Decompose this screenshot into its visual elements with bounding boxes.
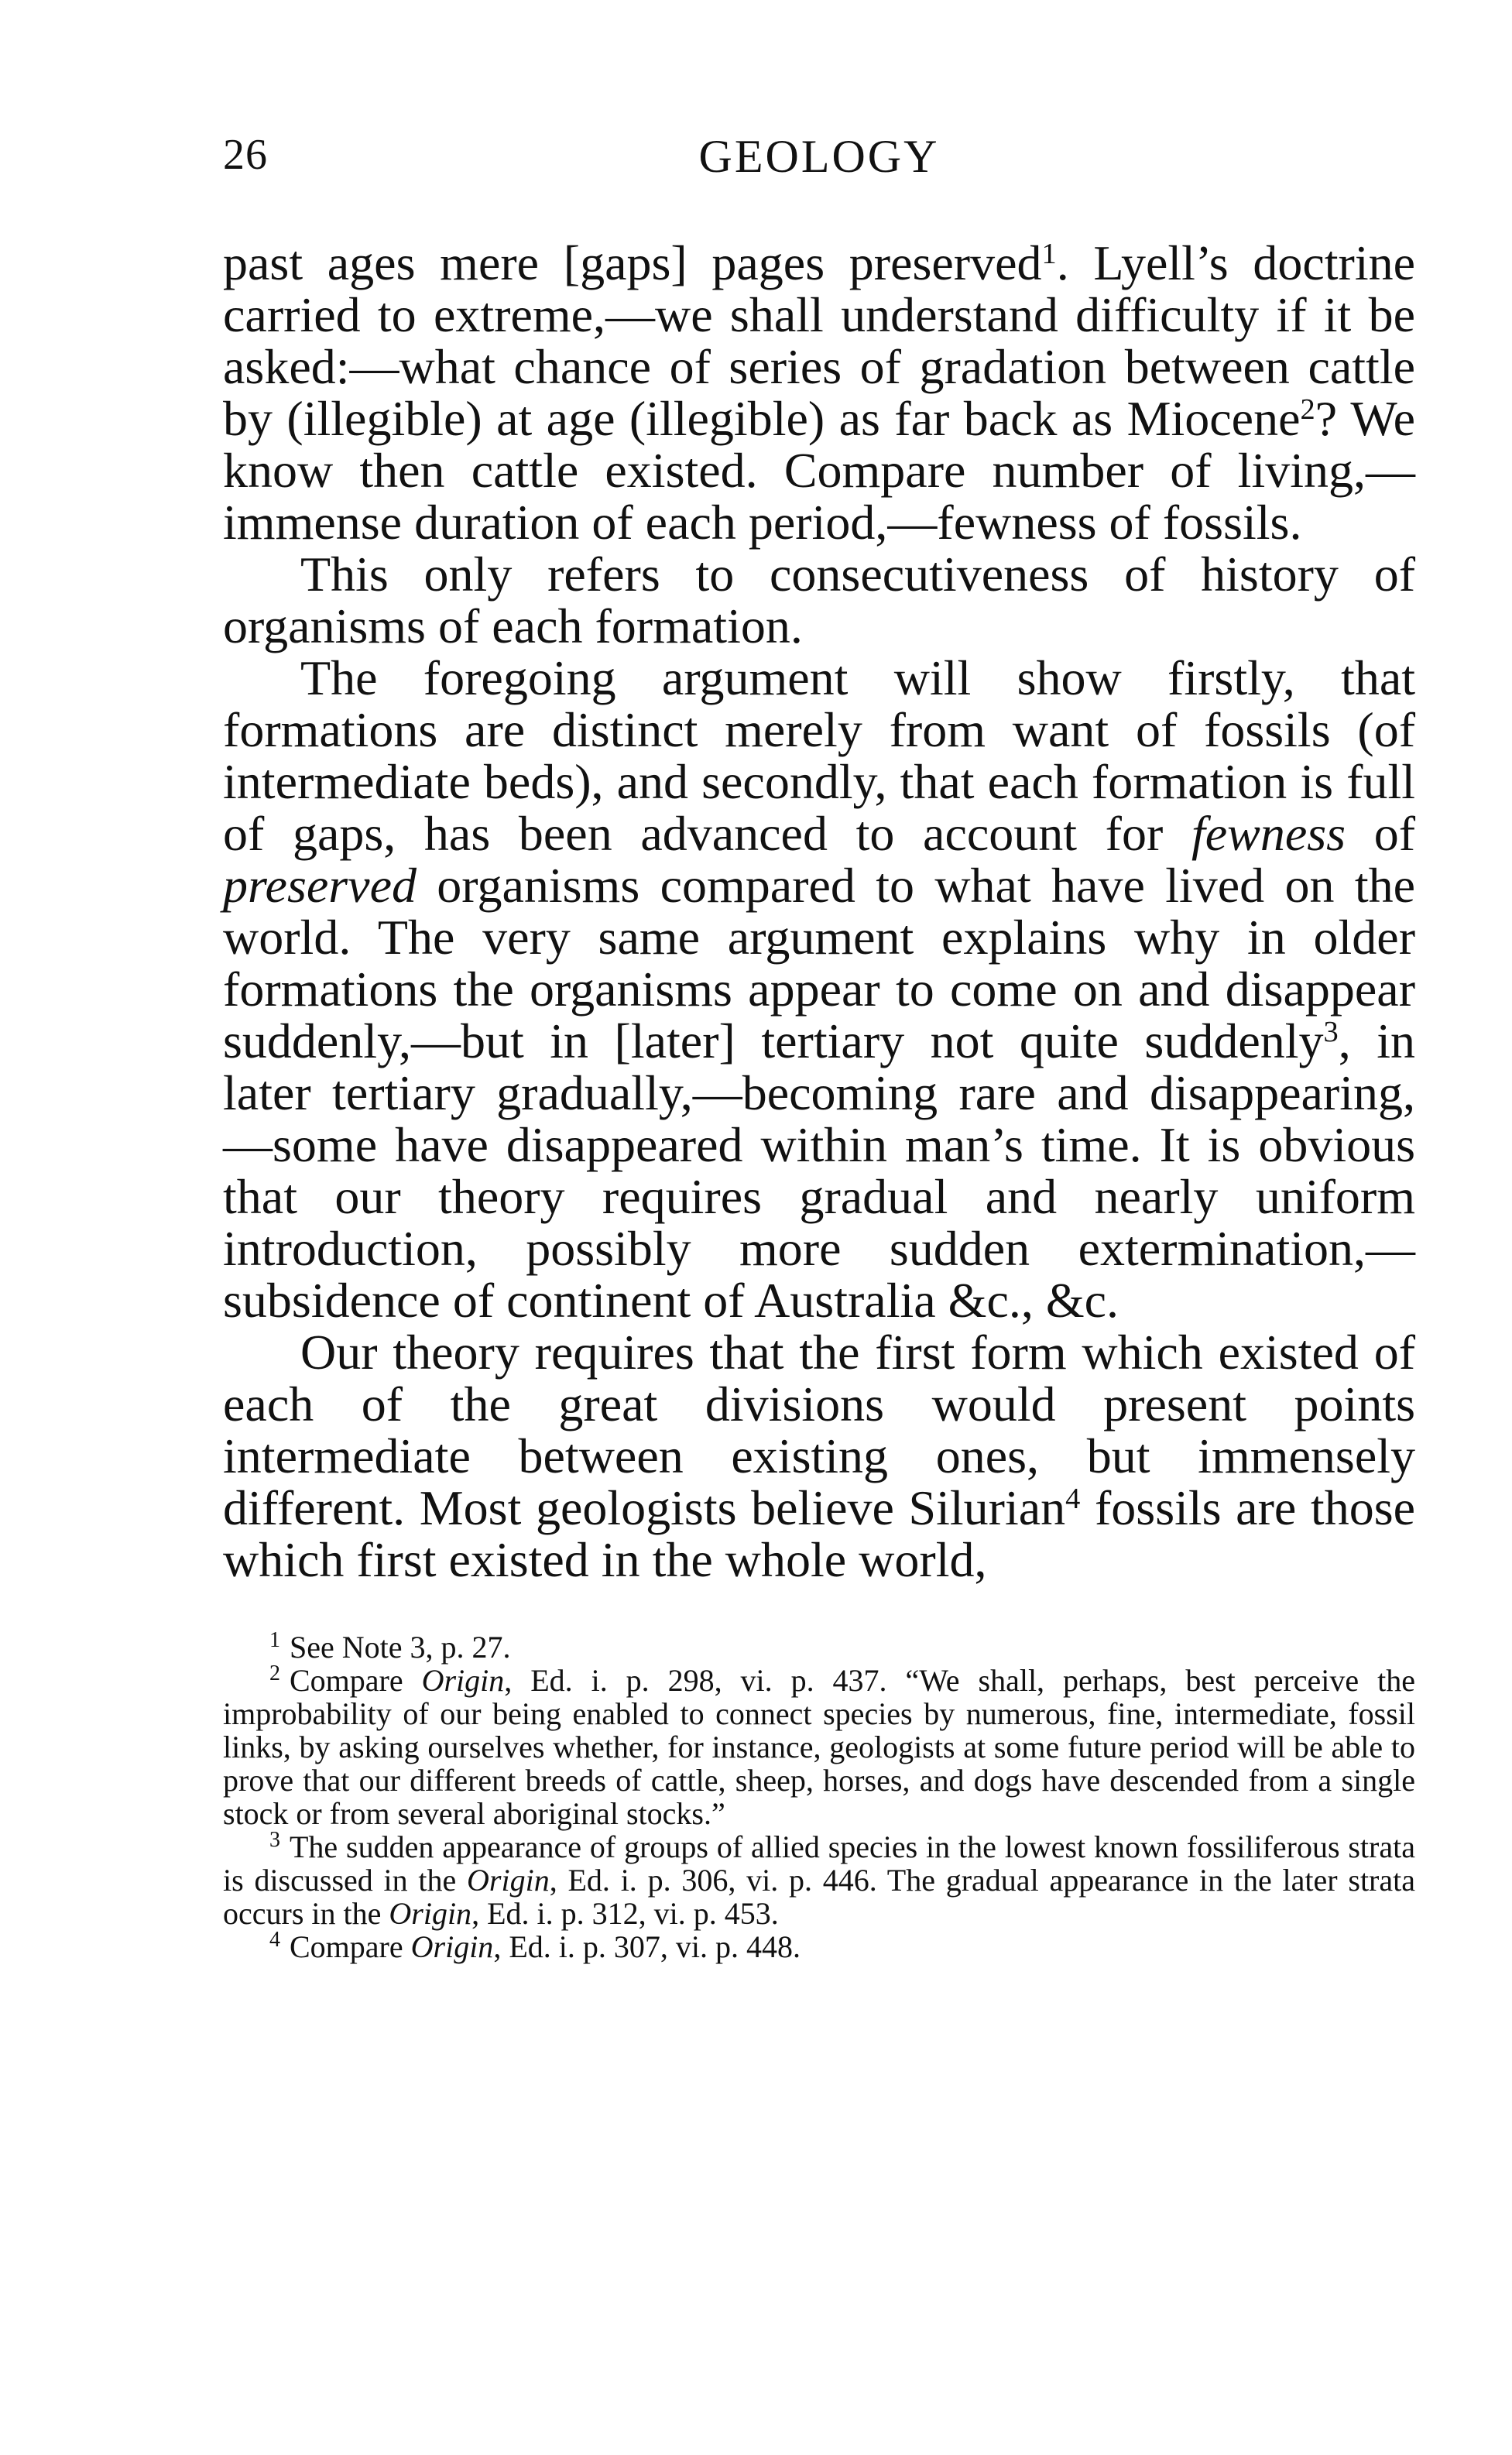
footnote-ref-3: 3 [1323, 1015, 1339, 1048]
page-header [223, 124, 1415, 201]
footnote-ref-4: 4 [1065, 1482, 1081, 1515]
footnote-ref-2: 2 [1300, 393, 1315, 426]
page-number: 26 [223, 131, 268, 179]
footnote-1: $^1$ See Note 3, p. 27. [269, 1628, 511, 1665]
footnotes [223, 1630, 1415, 1963]
paragraph-1: past ages mere [gaps] pages preserved$^1$. Lyell’s doctrine carried to extreme,—we shall understand difficulty if it be asked:—what chance of series of gradation between cattle by (illegible) at age (illegible) as far back as Miocene$^2$? We know then cattle existed. Compare number of living,—immense duration of each period,—fewness of fossils. [223, 235, 1416, 550]
footnote-ref-1: 1 [1041, 237, 1057, 270]
paragraph-4: Our theory requires that the first form which existed of each of the great divisions would present points intermediate between existing ones, but immensely different. Most geologists believe Silurian$^4$ fossils are those which first existed in the whole world, [223, 1325, 1416, 1587]
book-page [223, 124, 1415, 1963]
main-text [223, 237, 1415, 1586]
paragraph-3: The foregoing argument will show firstly, that formations are distinct merely from want of fossils (of intermediate beds), and secondly, that each formation is full of gaps, has been advanced to account for fewness of preserved organisms compared to what have lived on the world. The very same argument explains why in older formations the organisms appear to come on and disappear suddenly,—but in [later] tertiary not quite suddenly$^3$, in later tertiary gradually,—becoming rare and disappearing,—some have disappeared within man’s time. It is obvious that our theory requires gradual and nearly uniform introduction, possibly more sudden extermination,—subsidence of continent of Australia &c., &c. [223, 650, 1416, 1328]
footnote-4: $^4$ Compare Origin, Ed. i. p. 307, vi. p. 448. [269, 1928, 801, 1964]
running-head: GEOLOGY [698, 131, 940, 182]
paragraph-2: This only refers to consecutiveness of history of organisms of each formation. [223, 547, 1415, 653]
footnote-3: $^3$ The sudden appearance of groups of allied species in the lowest known fossiliferous strata is discussed in the Origin, Ed. i. p. 306, vi. p. 446. The gradual appearance in the later strata occurs in the Origin, Ed. i. p. 312, vi. p. 453. [223, 1828, 1415, 1931]
footnote-2: $^2$ Compare Origin, Ed. i. p. 298, vi. p. 437. “We shall, perhaps, best perceive the improbability of our being enabled to connect species by numerous, fine, intermediate, fossil links, by asking ourselves whether, for instance, geologists at some future period will be able to prove that our different breeds of cattle, sheep, horses, and dogs have descended from a single stock or from several aboriginal stocks.” [223, 1661, 1415, 1831]
